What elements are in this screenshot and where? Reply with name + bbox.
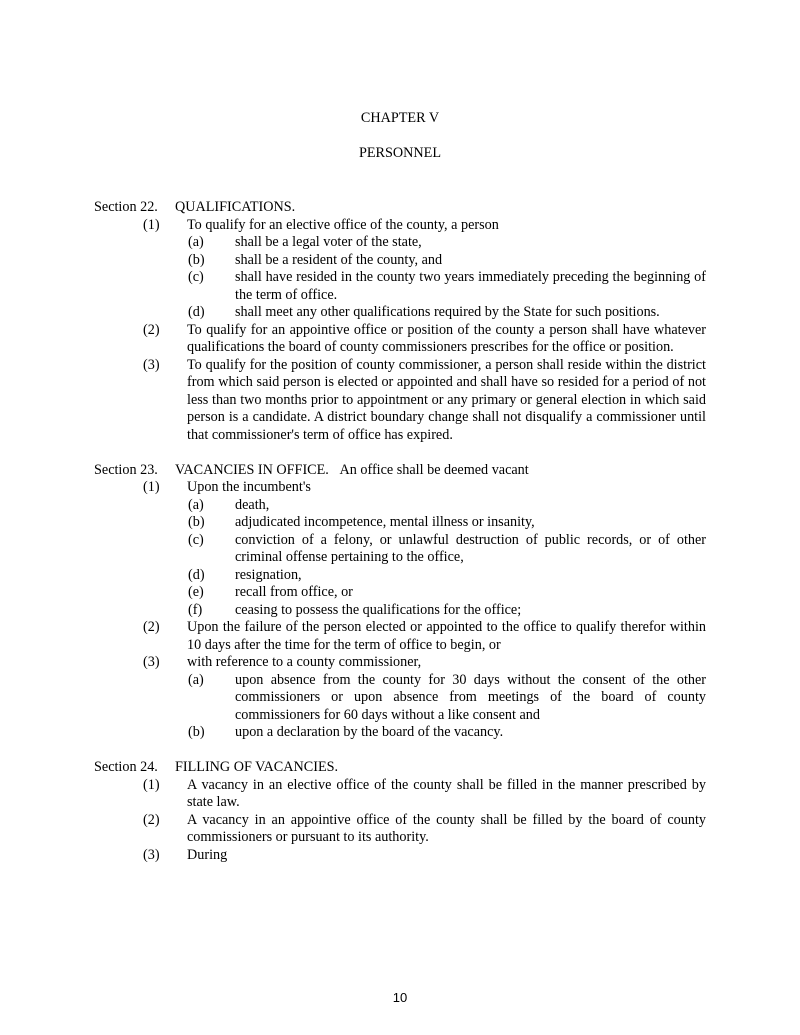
document-body bbox=[94, 199, 706, 882]
item-number: (2) bbox=[143, 619, 160, 635]
list-item bbox=[94, 322, 706, 357]
sub-item-letter: (b) bbox=[188, 724, 205, 740]
sub-item-letter: (a) bbox=[188, 234, 204, 250]
item-text: A vacancy in an elective office of the county shall be filled in the manner prescribed by state law. bbox=[187, 776, 706, 810]
sub-item bbox=[187, 724, 706, 742]
sub-item bbox=[187, 584, 706, 602]
item-number: (3) bbox=[143, 356, 160, 373]
sub-item-letter: (b) bbox=[188, 251, 205, 268]
sub-item bbox=[187, 567, 706, 585]
item-number: (1) bbox=[143, 479, 160, 495]
item-text: To qualify for an appointive office or position of the county a person shall have whatever qualifications the board of county commissioners prescribes for the office or position. bbox=[187, 321, 706, 355]
sub-item-text: resignation, bbox=[235, 566, 302, 583]
sub-item-text: upon a declaration by the board of the vacancy. bbox=[235, 724, 504, 740]
section-number: Section 23. bbox=[94, 461, 158, 478]
item-number: (2) bbox=[143, 321, 160, 338]
item-text: During bbox=[187, 846, 228, 863]
sub-item-text: recall from office, or bbox=[235, 584, 353, 600]
section-heading: QUALIFICATIONS. bbox=[175, 199, 296, 215]
sub-item-text: ceasing to possess the qualifications for the office; bbox=[235, 601, 522, 618]
list-item bbox=[94, 777, 706, 812]
sub-item-letter: (c) bbox=[188, 531, 204, 548]
sub-item-letter: (d) bbox=[188, 566, 205, 583]
sub-item bbox=[187, 532, 706, 567]
section bbox=[94, 462, 706, 742]
sub-item-letter: (d) bbox=[188, 304, 205, 320]
item-text: with reference to a county commissioner, bbox=[187, 654, 422, 670]
chapter-heading: CHAPTER V bbox=[360, 110, 440, 126]
sub-item-text: adjudicated incompetence, mental illness or insanity, bbox=[235, 514, 535, 530]
sub-item-letter: (c) bbox=[188, 269, 204, 285]
sub-item-text: death, bbox=[235, 496, 270, 513]
section-heading: VACANCIES IN OFFICE. bbox=[175, 461, 329, 478]
list-item bbox=[94, 654, 706, 742]
sub-item-letter: (e) bbox=[188, 584, 204, 600]
item-text: Upon the incumbent's bbox=[187, 479, 311, 495]
sub-item-text: shall be a legal voter of the state, bbox=[235, 234, 422, 250]
section-number: Section 24. bbox=[94, 759, 158, 775]
section bbox=[94, 199, 706, 444]
list-item bbox=[94, 479, 706, 619]
section bbox=[94, 759, 706, 864]
sub-item-text: upon absence from the county for 30 days without the consent of the other commissioners or upon absence from meetings of the board of county commissioners for 60 days without a like consent and bbox=[235, 671, 706, 723]
item-text: A vacancy in an appointive office of the county shall be filled by the board of county commissioners or pursuant to its authority. bbox=[187, 811, 706, 845]
spacer bbox=[329, 462, 340, 478]
section-header bbox=[94, 199, 706, 217]
sub-item bbox=[187, 269, 706, 304]
section-heading: FILLING OF VACANCIES. bbox=[175, 759, 339, 775]
sub-item bbox=[187, 602, 706, 620]
sub-item-text: shall meet any other qualifications required by the State for such positions. bbox=[235, 304, 660, 320]
page-number: 10 bbox=[392, 990, 408, 1005]
sub-item-letter: (a) bbox=[188, 671, 204, 688]
sub-item-text: conviction of a felony, or unlawful destruction of public records, or of other criminal offense pertaining to the office, bbox=[235, 531, 706, 565]
item-text: To qualify for the position of county commissioner, a person shall reside within the district from which said person is elected or appointed and shall have so resided for a period of not less than two months prior to appointment or any primary or general election in which said person is a candidate. A district boundary change shall not disqualify a commissioner until that commissioner's term of office has expired. bbox=[187, 356, 706, 443]
sub-item bbox=[187, 304, 706, 322]
sub-item-letter: (a) bbox=[188, 496, 204, 513]
list-item bbox=[94, 812, 706, 847]
sub-item bbox=[187, 514, 706, 532]
section-number: Section 22. bbox=[94, 199, 158, 215]
sub-item-text: shall be a resident of the county, and bbox=[235, 251, 443, 268]
section-header bbox=[94, 462, 706, 480]
section-intro: An office shall be deemed vacant bbox=[339, 461, 529, 478]
sub-item bbox=[187, 497, 706, 515]
item-number: (3) bbox=[143, 846, 160, 863]
section-header bbox=[94, 759, 706, 777]
list-item bbox=[94, 217, 706, 322]
sub-item bbox=[187, 672, 706, 725]
item-text: To qualify for an elective office of the county, a person bbox=[187, 216, 499, 233]
item-number: (1) bbox=[143, 776, 160, 793]
sub-item-text: shall have resided in the county two years immediately preceding the beginning of the term of office. bbox=[235, 269, 706, 303]
sub-item bbox=[187, 234, 706, 252]
item-number: (3) bbox=[143, 654, 160, 670]
list-item bbox=[94, 357, 706, 445]
sub-item-letter: (b) bbox=[188, 514, 205, 530]
item-text: Upon the failure of the person elected or appointed to the office to qualify therefor within 10 days after the time for the term of office to begin, or bbox=[187, 619, 706, 653]
sub-item-letter: (f) bbox=[188, 601, 203, 618]
list-item bbox=[94, 847, 706, 865]
list-item bbox=[94, 619, 706, 654]
item-number: (1) bbox=[143, 216, 160, 233]
item-number: (2) bbox=[143, 811, 160, 828]
sub-item bbox=[187, 252, 706, 270]
chapter-title: PERSONNEL bbox=[359, 145, 441, 161]
